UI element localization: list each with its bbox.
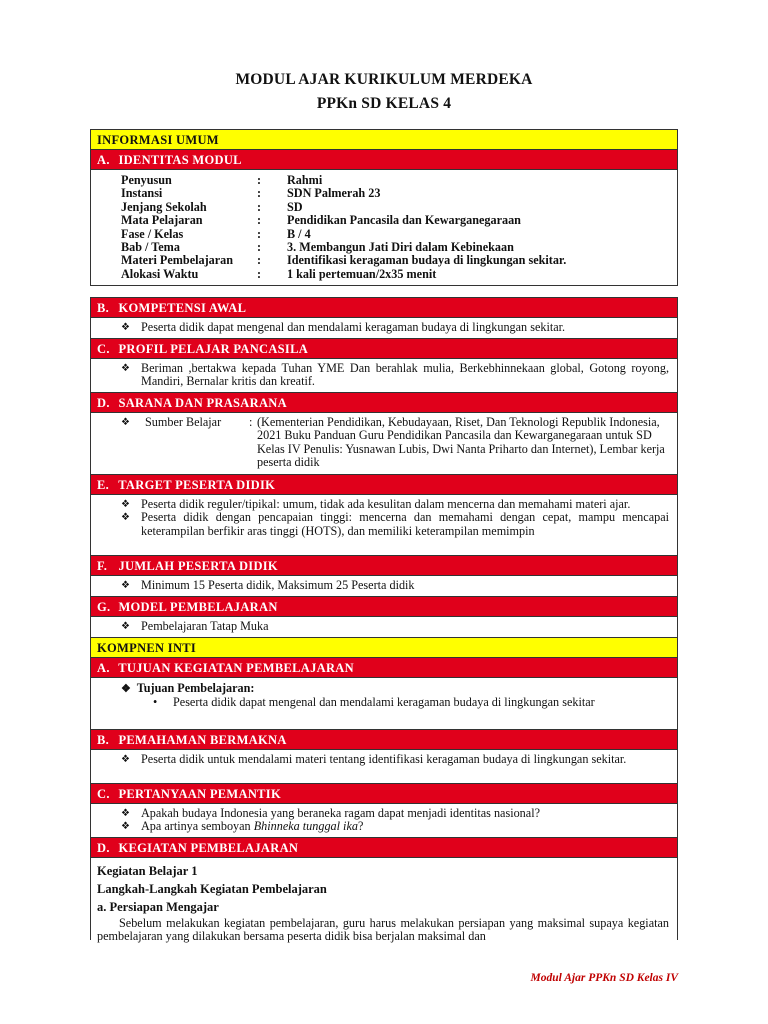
pertanyaan-pemantik-header: C. PERTANYAAN PEMANTIK <box>91 784 677 804</box>
identity-row <box>91 254 677 267</box>
identity-key: Fase / Kelas <box>121 226 184 241</box>
pertanyaan-pemantik-body <box>91 804 677 838</box>
sumber-belajar-label: Sumber Belajar <box>145 415 222 429</box>
identity-key: Materi Pembelajaran <box>121 253 234 268</box>
komponen-inti-header: KOMPNEN INTI <box>91 638 677 658</box>
identity-value: SD <box>287 199 303 214</box>
sumber-belajar-colon: : <box>249 415 253 429</box>
identity-colon: : <box>257 266 262 281</box>
list-item: ❖ Peserta didik reguler/tipikal: umum, tidak ada kesulitan dalam mencerna dan memahami materi ajar. <box>121 497 631 511</box>
jumlah-peserta-header: F. JUMLAH PESERTA DIDIK <box>91 556 677 576</box>
identity-row <box>91 187 677 200</box>
diamond-bullet-icon: ❖ <box>121 322 130 333</box>
tujuan-kegiatan-header: A. TUJUAN KEGIATAN PEMBELAJARAN <box>91 658 677 678</box>
identity-row <box>91 268 677 281</box>
tujuan-kegiatan-body <box>91 678 677 730</box>
identity-box <box>90 129 678 286</box>
sarana-header: D. SARANA DAN PRASARANA <box>91 393 677 413</box>
identity-value: B / 4 <box>287 226 311 241</box>
identity-key: Instansi <box>121 186 163 201</box>
identity-row <box>91 201 677 214</box>
kegiatan-belajar-title: Kegiatan Belajar 1 <box>97 864 198 878</box>
identity-colon: : <box>257 239 262 254</box>
list-item: ❖ Peserta didik dengan pencapaian tinggi: mencerna dan memahami dengan cepat, mampu mencapai keterampilan berfikir aras tinggi (HOTS), dan memiliki keterampilan memimpin <box>121 510 669 538</box>
profil-pelajar-body <box>91 359 677 393</box>
list-item: ❖ Peserta didik untuk mendalami materi tentang identifikasi keragaman budaya di lingkungan sekitar. <box>121 752 627 766</box>
diamond-bullet-icon: ❖ <box>121 683 131 695</box>
kegiatan-pembelajaran-body <box>91 858 677 944</box>
title-line-1: MODUL AJAR KURIKULUM MERDEKA <box>235 71 533 88</box>
identity-value: 1 kali pertemuan/2x35 menit <box>287 266 437 281</box>
jumlah-peserta-body <box>91 576 677 597</box>
model-pembelajaran-body <box>91 617 677 638</box>
identity-key: Bab / Tema <box>121 239 180 254</box>
diamond-bullet-icon: ❖ <box>121 621 130 632</box>
kompetensi-awal-body <box>91 318 677 339</box>
langkah-title: Langkah-Langkah Kegiatan Pembelajaran <box>97 882 327 896</box>
diamond-bullet-icon: ❖ <box>121 417 130 428</box>
diamond-bullet-icon: ❖ <box>121 363 130 374</box>
diamond-bullet-icon: ❖ <box>121 580 130 591</box>
footer-text: Modul Ajar PPKn SD Kelas IV <box>530 972 678 984</box>
identity-colon: : <box>257 199 262 214</box>
identitas-modul-header: A. IDENTITAS MODUL <box>91 150 677 170</box>
pemahaman-bermakna-body <box>91 750 677 784</box>
list-item: ❖ Minimum 15 Peserta didik, Maksimum 25 Peserta didik <box>121 578 415 592</box>
identity-value: 3. Membangun Jati Diri dalam Kebinekaan <box>287 239 514 254</box>
list-item: ❖ Apakah budaya Indonesia yang beraneka ragam dapat menjadi identitas nasional? <box>121 806 540 820</box>
identity-row <box>91 174 677 187</box>
pemahaman-bermakna-header: B. PEMAHAMAN BERMAKNA <box>91 730 677 750</box>
identity-value: Identifikasi keragaman budaya di lingkungan sekitar. <box>287 253 567 268</box>
title-line-2: PPKn SD KELAS 4 <box>316 95 452 112</box>
diamond-bullet-icon: ❖ <box>121 754 130 765</box>
identity-list <box>91 170 677 281</box>
identity-colon: : <box>257 186 262 201</box>
identity-key: Jenjang Sekolah <box>121 199 207 214</box>
profil-pelajar-header: C. PROFIL PELAJAR PANCASILA <box>91 339 677 359</box>
identity-colon: : <box>257 213 262 228</box>
identity-key: Alokasi Waktu <box>121 266 199 281</box>
model-pembelajaran-header: G. MODEL PEMBELAJARAN <box>91 597 677 617</box>
informasi-umum-header: INFORMASI UMUM <box>91 130 677 150</box>
list-item: ❖ Beriman ,bertakwa kepada Tuhan YME Dan berahlak mulia, Berkebhinnekaan global, Gotong royong, Mandiri, Bernalar kritis dan kreatif. <box>121 361 669 389</box>
identity-key: Mata Pelajaran <box>121 213 203 228</box>
identity-value: Pendidikan Pancasila dan Kewarganegaraan <box>287 213 521 228</box>
tujuan-pembelajaran-label: ❖ Tujuan Pembelajaran: <box>121 681 255 695</box>
identity-row <box>91 228 677 241</box>
content-box <box>90 297 678 944</box>
identity-row <box>91 214 677 227</box>
diamond-bullet-icon: ❖ <box>121 512 130 524</box>
list-item: ❖ Apa artinya semboyan Bhinneka tunggal ika? <box>121 819 364 834</box>
diamond-bullet-icon: ❖ <box>121 821 130 833</box>
diamond-bullet-icon: ❖ <box>121 499 130 510</box>
kompetensi-awal-header: B. KOMPETENSI AWAL <box>91 298 677 318</box>
target-peserta-body <box>91 495 677 556</box>
identity-colon: : <box>257 173 262 187</box>
identity-value: SDN Palmerah 23 <box>287 186 381 201</box>
identity-key: Penyusun <box>121 173 172 187</box>
persiapan-text: Sebelum melakukan kegiatan pembelajaran, guru harus melakukan persiapan yang maksimal supaya kegiatan pembelajaran yang dilakukan bersama peserta didik bisa berjalan maksimal dan <box>97 916 669 944</box>
kegiatan-pembelajaran-header: D. KEGIATAN PEMBELAJARAN <box>91 838 677 858</box>
target-peserta-header: E. TARGET PESERTA DIDIK <box>91 475 677 495</box>
sarana-body <box>91 413 677 475</box>
list-item: ❖ Pembelajaran Tatap Muka <box>121 619 269 633</box>
list-item: ❖ Peserta didik dapat mengenal dan mendalami keragaman budaya di lingkungan sekitar. <box>121 320 566 334</box>
persiapan-title: a. Persiapan Mengajar <box>97 900 219 914</box>
tujuan-text: Peserta didik dapat mengenal dan mendalami keragaman budaya di lingkungan sekitar <box>173 695 595 709</box>
diamond-bullet-icon: ❖ <box>121 808 130 819</box>
identity-colon: : <box>257 253 262 268</box>
dot-bullet-icon: • <box>153 695 158 709</box>
sumber-belajar-text: (Kementerian Pendidikan, Kebudayaan, Riset, Dan Teknologi Republik Indonesia, 2021 Buku Panduan Guru Pendidikan Pancasila dan Kewarganegaraan untuk SD Kelas IV Penulis: Yusnawan Lubis, Dwi Nanta Priharto dan Internet), Lembar kerja peserta didik <box>257 415 665 470</box>
identity-colon: : <box>257 226 262 241</box>
identity-value: Rahmi <box>287 173 323 187</box>
identity-row <box>91 241 677 254</box>
